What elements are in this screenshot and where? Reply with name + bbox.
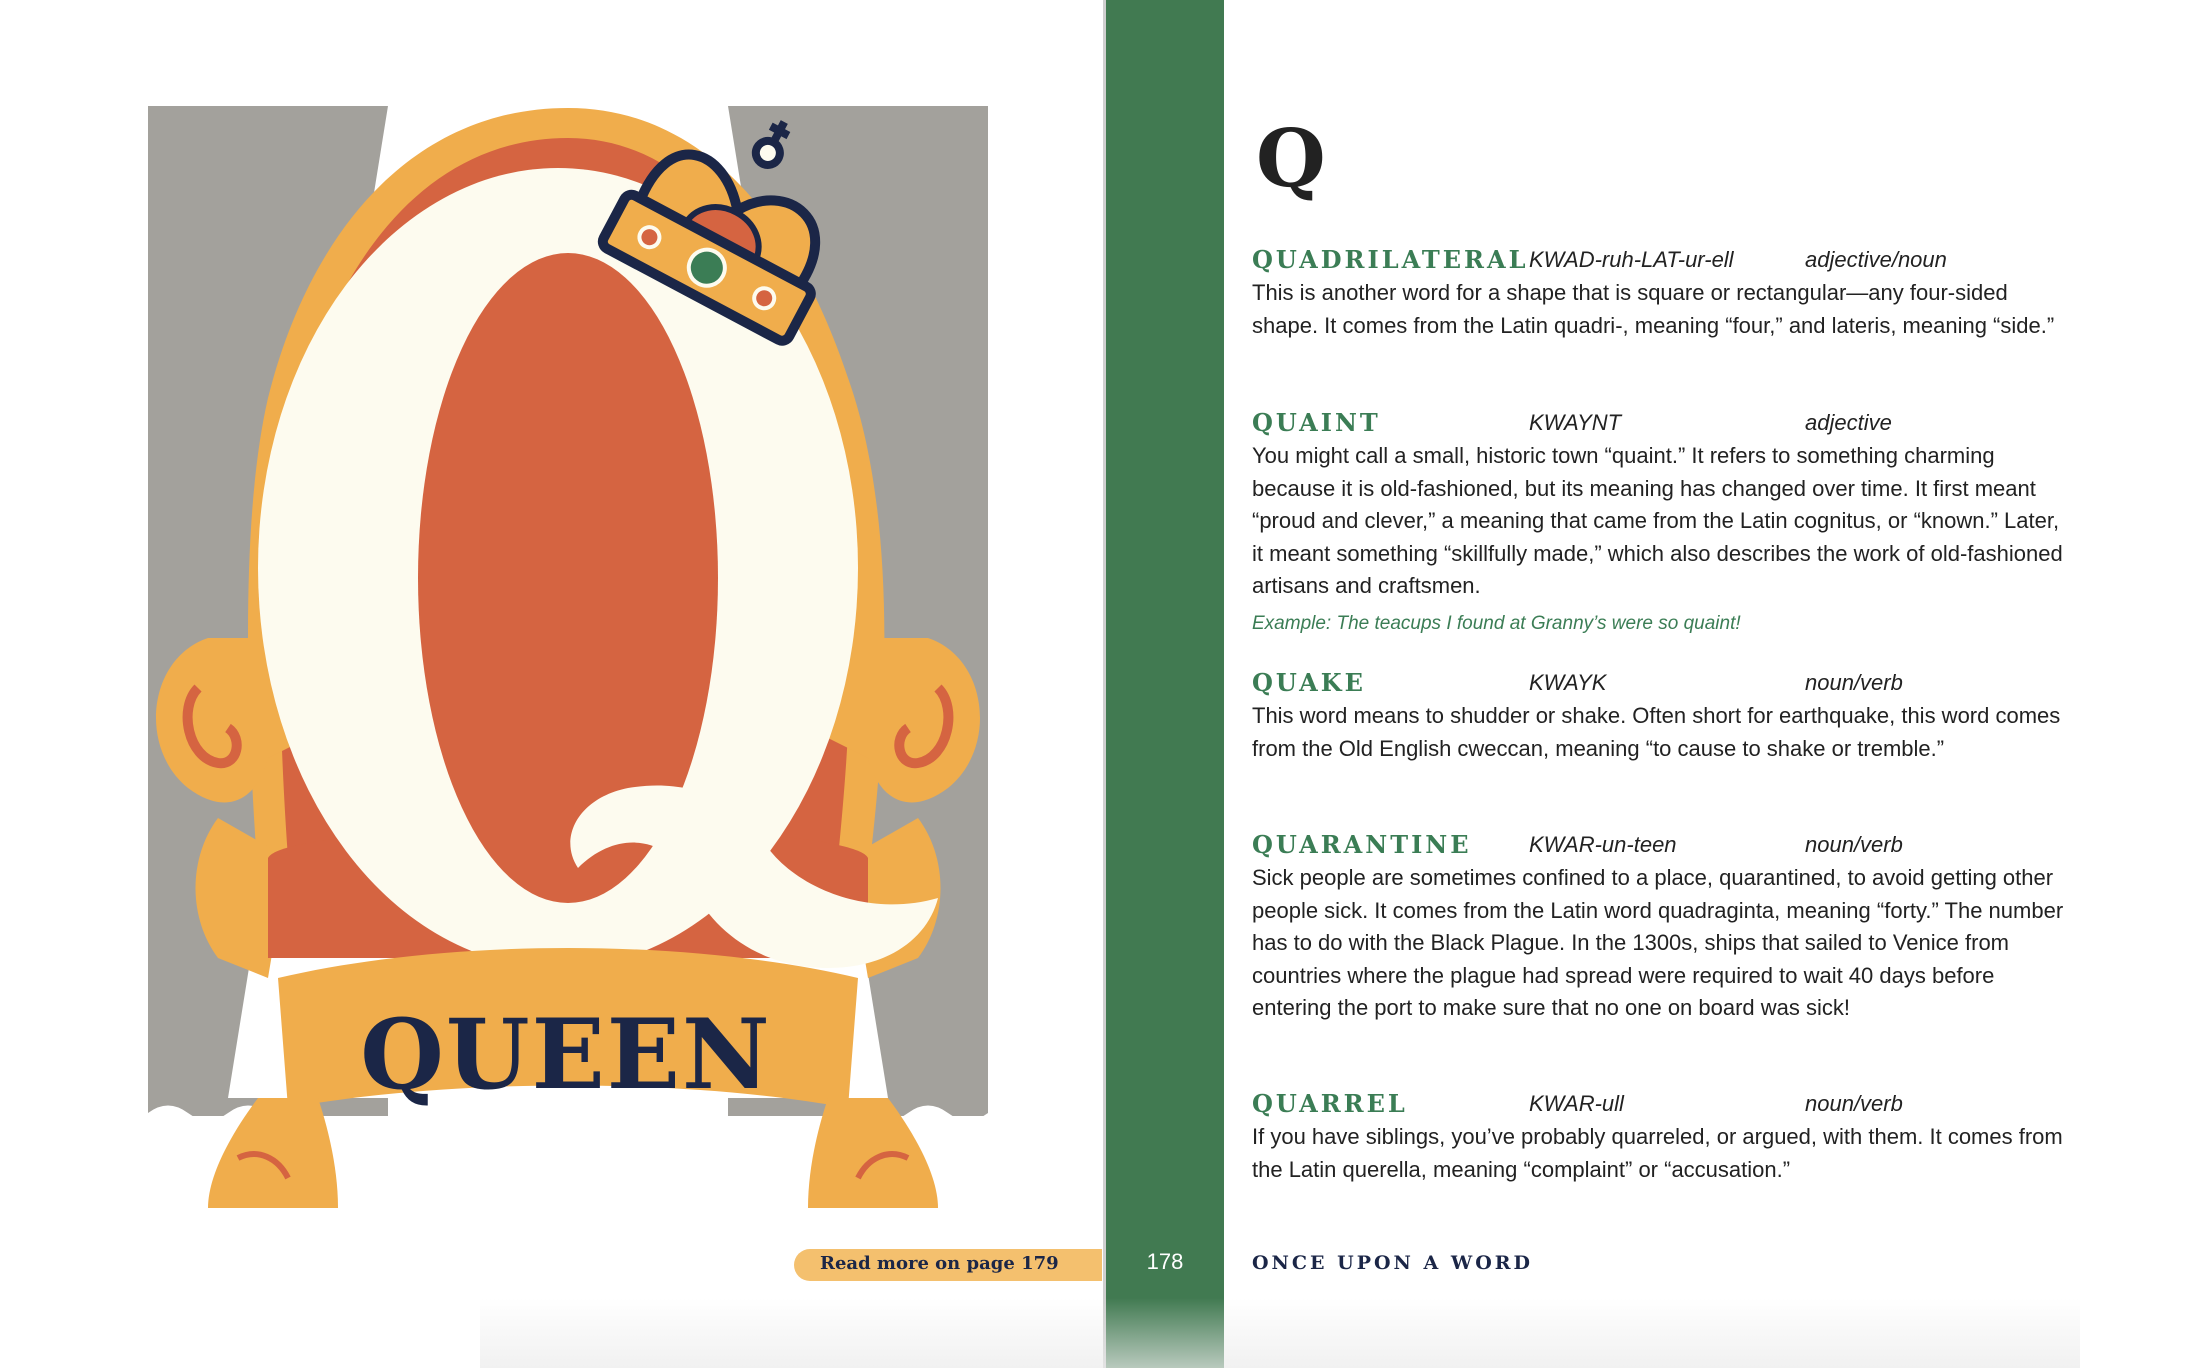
definition: This is another word for a shape that is square or rectangular—any four-sided shape. It comes from the Latin quadri-, meaning “four,” and lateris, meaning “side.” <box>1252 280 2055 338</box>
running-head: ONCE UPON A WORD <box>1252 1252 1534 1274</box>
page-number: 178 <box>1146 1249 1184 1274</box>
definition: You might call a small, historic town “quaint.” It refers to something charming because it is old-fashioned, but its meaning has changed over time. It first meant “proud and clever,” a meaning that came from the Latin cognitus, or “known.” Later, it meant something “skillfully made,” which also describes the work of old-fashioned artisans and craftsmen. <box>1252 443 2063 598</box>
entry-quake <box>1252 668 2072 765</box>
entry-quaint <box>1252 408 2072 635</box>
headword: QUARANTINE <box>1252 830 1472 859</box>
part-of-speech: noun/verb <box>1805 1091 1903 1116</box>
headword: QUADRILATERAL <box>1252 245 1529 274</box>
part-of-speech: noun/verb <box>1805 832 1903 857</box>
section-letter: Q <box>1256 111 1326 205</box>
green-band <box>1106 0 1224 1368</box>
pronunciation: KWAR-ull <box>1529 1091 1624 1116</box>
pronunciation: KWAR-un-teen <box>1529 832 1677 857</box>
queen-throne-illustration <box>148 98 988 1208</box>
entry-quarrel <box>1252 1089 2072 1186</box>
part-of-speech: adjective <box>1805 410 1892 435</box>
definition: Sick people are sometimes confined to a place, quarantined, to avoid getting other people sick. It comes from the Latin word quadraginta, meaning “forty.” The number has to do with the Black Plague. In the 1300s, ships that sailed to Venice from countries where the plague had spread were required to wait 40 days before entering the port to make sure that no one on board was sick! <box>1252 865 2064 1020</box>
definition: If you have siblings, you’ve probably quarreled, or argued, with them. It comes from the Latin querella, meaning “complaint” or “accusation.” <box>1252 1124 2063 1182</box>
part-of-speech: noun/verb <box>1805 670 1903 695</box>
headword: QUAKE <box>1252 668 1366 697</box>
pronunciation: KWAYNT <box>1529 410 1622 435</box>
read-more-label: Read more on page 179 <box>820 1253 1059 1274</box>
definition: This word means to shudder or shake. Often short for earthquake, this word comes from the Old English cweccan, meaning “to cause to shake or tremble.” <box>1252 703 2061 761</box>
entry-quarantine <box>1252 830 2072 1025</box>
part-of-speech: adjective/noun <box>1805 247 1947 272</box>
example-sentence: Example: The teacups I found at Granny’s were so quaint! <box>1252 612 1741 634</box>
left-page <box>0 0 1103 1368</box>
pronunciation: KWAYK <box>1529 670 1607 695</box>
queen-word: QUEEN <box>360 998 772 1111</box>
read-more-tab[interactable] <box>794 1249 1102 1281</box>
headword: QUAINT <box>1252 408 1381 437</box>
headword: QUARREL <box>1252 1089 1408 1118</box>
pronunciation: KWAD-ruh-LAT-ur-ell <box>1529 247 1734 272</box>
entry-quadrilateral <box>1252 245 2072 342</box>
